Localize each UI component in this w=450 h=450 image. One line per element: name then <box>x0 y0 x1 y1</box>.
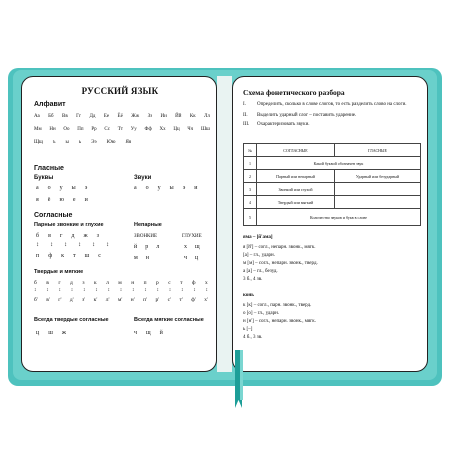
letter: щ <box>146 330 151 336</box>
letter: ф' <box>191 297 196 303</box>
table-header: СОГЛАСНЫЕ <box>257 144 335 157</box>
letter: в' <box>46 297 50 303</box>
consonants-heading: Согласные <box>34 212 73 219</box>
letter: г <box>58 280 61 286</box>
vowel-letters-row-2 <box>36 197 88 203</box>
page-gutter <box>217 76 232 372</box>
letter: ж <box>83 233 88 239</box>
letter: м <box>118 280 122 286</box>
letter: с' <box>167 297 172 303</box>
always-hard-row <box>36 330 66 336</box>
letter: Ёё <box>117 114 123 119</box>
voiceless-unpaired-row-2 <box>184 255 198 261</box>
letter: т' <box>179 297 183 303</box>
letter: о <box>47 185 51 191</box>
alphabet-table <box>34 114 210 145</box>
letter: м' <box>117 297 123 303</box>
unpaired-heading: Непарные <box>134 222 162 228</box>
letter: м <box>134 255 138 261</box>
table-row <box>244 157 421 170</box>
letter: ш <box>84 253 90 259</box>
letter: Сс <box>104 127 110 132</box>
letter: Пп <box>77 127 84 132</box>
table-row <box>244 170 421 183</box>
bookmark-ribbon-highlight <box>240 350 243 400</box>
letter: г' <box>58 297 62 303</box>
letter: Йй <box>175 114 182 119</box>
letter: й <box>134 244 138 250</box>
letter: л <box>156 244 160 250</box>
vowel-letters-row-1 <box>36 185 87 191</box>
example-breakdown <box>243 244 318 284</box>
list-item <box>243 113 421 118</box>
letter: л <box>106 280 109 286</box>
sounds-label: Звуки <box>134 175 152 181</box>
letter: Ии <box>160 114 167 119</box>
letter: Ее <box>103 114 110 119</box>
letter: б' <box>34 297 38 303</box>
letter: ь <box>78 140 82 145</box>
count-line: 4 б., 3 зв. <box>243 335 263 340</box>
table-header-row <box>244 144 421 157</box>
letter: в <box>46 280 49 286</box>
letter: б <box>36 233 40 239</box>
list-item <box>243 102 421 109</box>
voiced-paired-row <box>36 233 99 239</box>
step-text: Выделить ударный слог – поставить ударение. <box>257 112 357 118</box>
letter: р' <box>155 297 160 303</box>
letter: л' <box>105 297 110 303</box>
letter: Гг <box>76 114 82 119</box>
example-breakdown <box>243 302 316 342</box>
letter: Лл <box>204 114 210 119</box>
table-row <box>244 209 421 226</box>
step-text: Охарактеризовать звуки. <box>257 121 310 127</box>
letter: д <box>71 233 75 239</box>
table-cell: Звонкий или глухой <box>257 183 335 196</box>
step-number: I. <box>243 102 246 107</box>
vowels-heading: Гласные <box>34 165 64 172</box>
alphabet-row-3 <box>34 140 210 145</box>
letter: у <box>59 185 63 191</box>
letter: ц <box>195 255 199 261</box>
letter: г <box>59 233 63 239</box>
letter: Зз <box>147 114 153 119</box>
voiced-label: ЗВОНКИЕ <box>134 234 158 239</box>
letter: ч <box>184 255 188 261</box>
letter: б <box>34 280 37 286</box>
table-cell <box>335 196 421 209</box>
count-line: 3 б., 4 зв. <box>243 277 263 282</box>
sound: ы <box>169 185 174 191</box>
letter: Бб <box>48 114 54 119</box>
letter: е <box>72 197 76 203</box>
letter: р <box>145 244 149 250</box>
row-number: 4 <box>244 196 257 209</box>
letter: и <box>84 197 88 203</box>
letter: Аа <box>34 114 40 119</box>
table-cell: Парный или непарный <box>257 170 335 183</box>
paired-heading: Парные звонкие и глухие <box>34 222 104 228</box>
breakdown-line: ь [–] <box>243 327 253 332</box>
example-word: конь <box>243 293 254 298</box>
table-row <box>244 183 421 196</box>
sound: о <box>145 185 149 191</box>
letter: п <box>143 280 147 286</box>
letter: з <box>96 233 99 239</box>
breakdown-line: я [й'] – согл., непарн. звонк., мягк. <box>243 245 316 250</box>
hard-soft-heading: Твердые и мягкие <box>34 269 84 275</box>
letter: ш <box>48 330 53 336</box>
letter: н <box>131 280 135 286</box>
breakdown-line: [а] – гл., ударн. <box>243 253 275 258</box>
letter: с <box>98 253 101 259</box>
voiceless-unpaired-row <box>184 244 200 250</box>
letter: Хх <box>159 127 166 132</box>
table-cell <box>335 183 421 196</box>
letter: т <box>73 253 76 259</box>
letter: Шш <box>200 127 210 132</box>
letter: я <box>36 197 39 203</box>
breakdown-line: м [м] – согл., непарн. звонк., тверд. <box>243 261 318 266</box>
letter: ч <box>134 330 138 336</box>
letter: р <box>156 280 159 286</box>
letter: н' <box>130 297 135 303</box>
always-soft-row <box>134 330 163 336</box>
letter: ы <box>71 185 76 191</box>
letter: х' <box>204 297 208 303</box>
letter: д' <box>69 297 74 303</box>
letter: ж <box>61 330 66 336</box>
page-title: Схема фонетического разбора <box>243 88 345 97</box>
letter: с <box>168 280 171 286</box>
letter: Рр <box>91 127 97 132</box>
letter: в <box>48 233 51 239</box>
letter: ы <box>65 140 69 145</box>
letter: Жж <box>131 114 140 119</box>
letter: ф <box>48 253 53 259</box>
table-cell: Какой буквой обозначен звук <box>257 157 421 170</box>
letter: Щщ <box>34 140 43 145</box>
sound: у <box>157 185 161 191</box>
letter: ц <box>36 330 40 336</box>
hard-row <box>34 280 208 286</box>
table-row <box>244 196 421 209</box>
step-text: Определить, сколько в слове слогов, то есть разделить слово на слоги. <box>257 102 407 107</box>
table-cell: Твердый или мягкий <box>257 196 335 209</box>
letter: Мм <box>34 127 42 132</box>
vowel-sounds-row <box>134 185 198 191</box>
letter: Уу <box>130 127 137 132</box>
voiceless-label: ГЛУХИЕ <box>182 234 202 239</box>
letter: х <box>205 280 208 286</box>
letter: д <box>70 280 73 286</box>
letter: Цц <box>173 127 180 132</box>
letter: к <box>93 280 97 286</box>
voiceless-paired-row <box>36 253 101 259</box>
sound: и <box>194 185 198 191</box>
row-number: 3 <box>244 183 257 196</box>
left-page <box>21 76 217 372</box>
row-number: 1 <box>244 157 257 170</box>
letter: Фф <box>144 127 152 132</box>
letter: п' <box>143 297 148 303</box>
always-hard-heading: Всегда твердые согласные <box>34 317 109 323</box>
alphabet-row-2 <box>34 127 210 132</box>
letter: Вв <box>62 114 68 119</box>
voiced-unpaired-row <box>134 244 159 250</box>
breakdown-line: к [к] – согл., парн. звонк., тверд. <box>243 303 312 308</box>
letter: п <box>36 253 40 259</box>
soft-row <box>34 297 208 303</box>
letter: х <box>184 244 187 250</box>
step-number: II. <box>243 112 248 118</box>
letter: т <box>180 280 183 286</box>
letter: з <box>82 280 85 286</box>
hard-soft-arrows: ↕ ↕ ↕ ↕ ↕ ↕ ↕ ↕ ↕ ↕ ↕ ↕ ↕ ↕ ↕ <box>34 288 208 293</box>
row-number: 2 <box>244 170 257 183</box>
row-number: 5 <box>244 209 257 226</box>
step-number: III. <box>243 121 250 127</box>
sound: а <box>134 185 137 191</box>
letter: Ээ <box>91 140 97 145</box>
letter: ю <box>59 197 64 203</box>
sound: э <box>182 185 186 191</box>
steps-list <box>243 102 421 127</box>
table-header: № <box>244 144 257 157</box>
letter: Кк <box>189 114 196 119</box>
letter: щ <box>195 244 200 250</box>
letter: н <box>145 255 150 261</box>
letter: э <box>84 185 88 191</box>
alphabet-row-1 <box>34 114 210 119</box>
letter: й <box>159 330 163 336</box>
letter: Яя <box>125 140 132 145</box>
right-page <box>232 76 428 372</box>
page-title: РУССКИЙ ЯЗЫК <box>81 86 159 96</box>
always-soft-heading: Всегда мягкие согласные <box>134 317 204 323</box>
letter: ё <box>47 197 51 203</box>
pair-arrows: ↕↕↕↕↕↕ <box>36 242 120 248</box>
letter: Нн <box>49 127 56 132</box>
letter: а <box>36 185 39 191</box>
letter: Оо <box>63 127 70 132</box>
breakdown-line: о [о] – гл., ударн. <box>243 311 279 316</box>
letter: Тт <box>117 127 123 132</box>
table-header: ГЛАСНЫЕ <box>335 144 421 157</box>
table-cell: Количество звуков и букв в слове <box>257 209 421 226</box>
phonetic-table <box>243 143 421 226</box>
list-item <box>243 122 421 127</box>
breakdown-line: а [а] – гл., безуд. <box>243 269 278 274</box>
letter: ф <box>192 280 196 286</box>
letter: з' <box>82 297 86 303</box>
voiced-unpaired-row-2 <box>134 255 149 261</box>
table-cell: Ударный или безударный <box>335 170 421 183</box>
breakdown-line: н [н'] – согл., непарн. звонк., мягк. <box>243 319 316 324</box>
letter: к' <box>93 297 98 303</box>
letters-label: Буквы <box>34 175 54 181</box>
letter: к <box>61 253 65 259</box>
alphabet-heading: Алфавит <box>34 101 66 108</box>
example-word: яма – [й'ама] <box>243 235 273 240</box>
letter: Дд <box>89 114 96 119</box>
letter: Чч <box>187 127 194 132</box>
letter: ъ <box>52 140 56 145</box>
letter: Юю <box>106 140 116 145</box>
